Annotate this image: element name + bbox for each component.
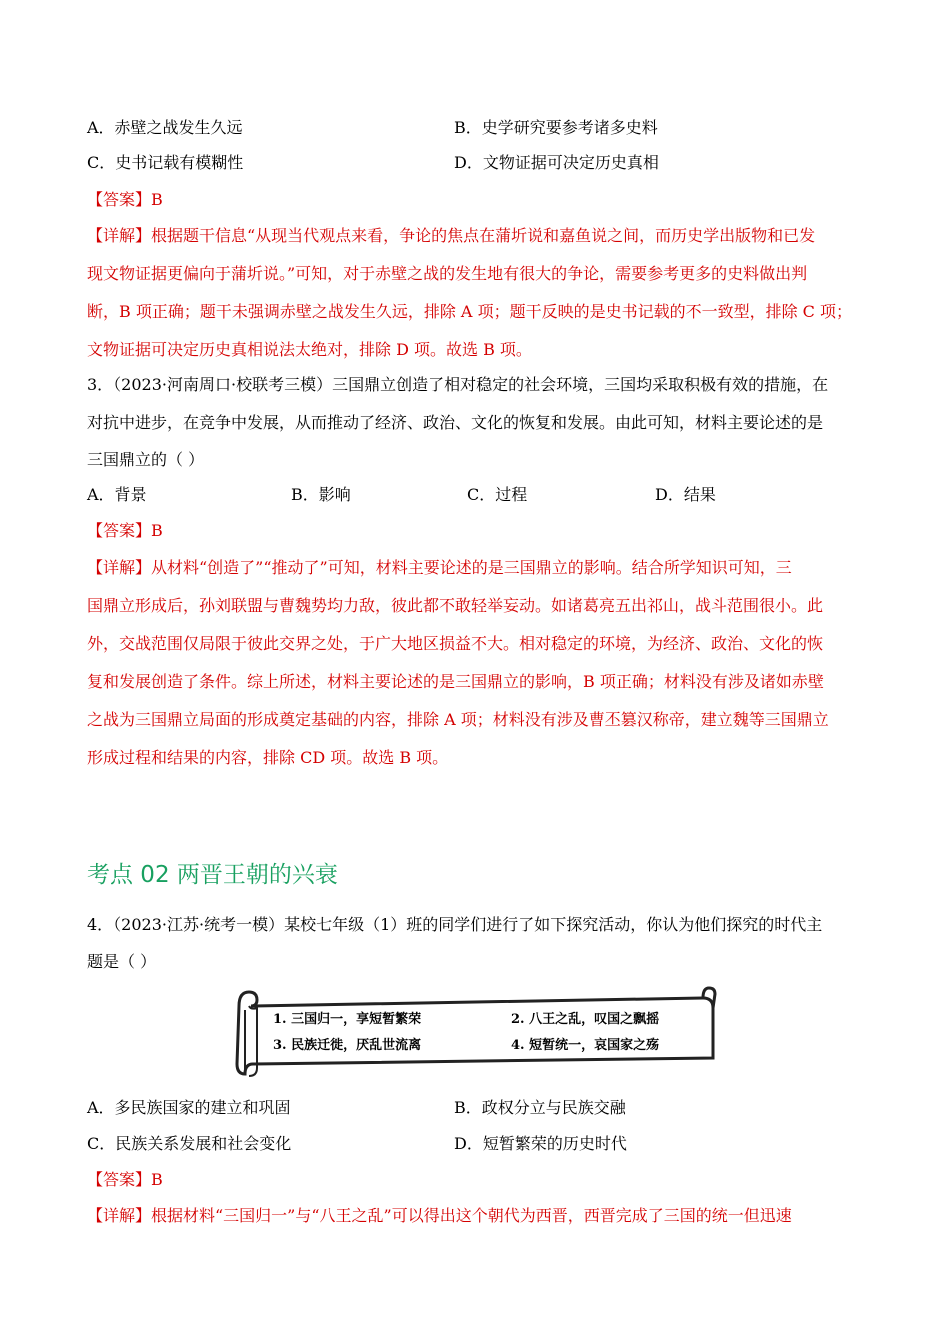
q3-option-a: A．背景 (87, 485, 147, 504)
q2-answer: 【答案】B (87, 190, 163, 209)
q4-answer: 【答案】B (87, 1170, 163, 1189)
q3-explanation-line: 国鼎立形成后，孙刘联盟与曹魏势均力敌，彼此都不敢轻举妄动。如诸葛亮五出祁山，战斗范围很小。此 (87, 596, 824, 615)
q3-explanation-line: 外，交战范围仅局限于彼此交界之处，于广大地区损益不大。相对稳定的环境，为经济、政治、文化的恢 (87, 634, 824, 653)
q3-explanation-line: 之战为三国鼎立局面的形成奠定基础的内容，排除 A 项；材料没有涉及曹丕篡汉称帝，建立魏等三国鼎立 (87, 710, 829, 729)
q3-explanation-line: 复和发展创造了条件。综上所述，材料主要论述的是三国鼎立的影响，B 项正确；材料没有涉及诸如赤壁 (87, 672, 824, 691)
q3-option-d: D．结果 (655, 485, 716, 504)
scroll-item: 1. 三国归一，享短暂繁荣 (273, 1012, 422, 1027)
q3-option-b: B．影响 (291, 485, 351, 504)
q3-stem-line: 对抗中进步，在竞争中发展，从而推动了经济、政治、文化的恢复和发展。由此可知，材料主要论述的是 (87, 413, 824, 432)
q2-option-c: C．史书记载有模糊性 (87, 153, 244, 172)
q2-explanation-line: 断，B 项正确；题干未强调赤壁之战发生久远，排除 A 项；题干反映的是史书记载的不一致型，排除 C 项； (87, 302, 852, 321)
q4-stem-line: 4．（2023·江苏·统考一模）某校七年级（1）班的同学们进行了如下探究活动，你认为他们探究的时代主 (87, 915, 823, 934)
scroll-outline (233, 984, 719, 1080)
scroll-image (233, 984, 719, 1080)
q2-explanation-line: 现文物证据更偏向于蒲圻说。”可知，对于赤壁之战的发生地有很大的争论，需要参考更多的史料做出判 (87, 264, 808, 283)
q3-stem-line: 3．（2023·河南周口·校联考三模）三国鼎立创造了相对稳定的社会环境，三国均采取积极有效的措施，在 (87, 375, 829, 394)
q3-stem-line: 三国鼎立的（ ） (87, 450, 205, 469)
q2-option-b: B．史学研究要参考诸多史料 (454, 118, 658, 137)
q4-option-c: C．民族关系发展和社会变化 (87, 1134, 292, 1153)
q3-explanation-line: 形成过程和结果的内容，排除 CD 项。故选 B 项。 (87, 748, 449, 767)
q2-option-d: D．文物证据可决定历史真相 (454, 153, 659, 172)
q4-option-b: B．政权分立与民族交融 (454, 1098, 626, 1117)
section-heading: 考点 02 两晋王朝的兴衰 (87, 862, 338, 888)
q4-stem-line: 题是（ ） (87, 952, 157, 971)
scroll-item: 4. 短暂统一，哀国家之殇 (511, 1038, 660, 1053)
q2-explanation-line: 文物证据可决定历史真相说法太绝对，排除 D 项。故选 B 项。 (87, 340, 532, 359)
q3-option-c: C．过程 (467, 485, 528, 504)
q4-option-d: D．短暂繁荣的历史时代 (454, 1134, 627, 1153)
q2-explanation-line: 【详解】根据题干信息“从现当代观点来看，争论的焦点在蒲圻说和嘉鱼说之间，而历史学出版物和已发 (87, 226, 816, 245)
scroll-item: 2. 八王之乱，叹国之飘摇 (511, 1012, 660, 1027)
scroll-item: 3. 民族迁徙，厌乱世流离 (273, 1038, 422, 1053)
q4-option-a: A．多民族国家的建立和巩固 (87, 1098, 291, 1117)
q3-explanation-line: 【详解】从材料“创造了”“推动了”可知，材料主要论述的是三国鼎立的影响。结合所学知识可知，三 (87, 558, 792, 577)
q4-explanation-line: 【详解】根据材料“三国归一”与“八王之乱”可以得出这个朝代为西晋，西晋完成了三国的统一但迅速 (87, 1206, 792, 1225)
q2-option-a: A．赤壁之战发生久远 (87, 118, 243, 137)
q3-answer: 【答案】B (87, 521, 163, 540)
